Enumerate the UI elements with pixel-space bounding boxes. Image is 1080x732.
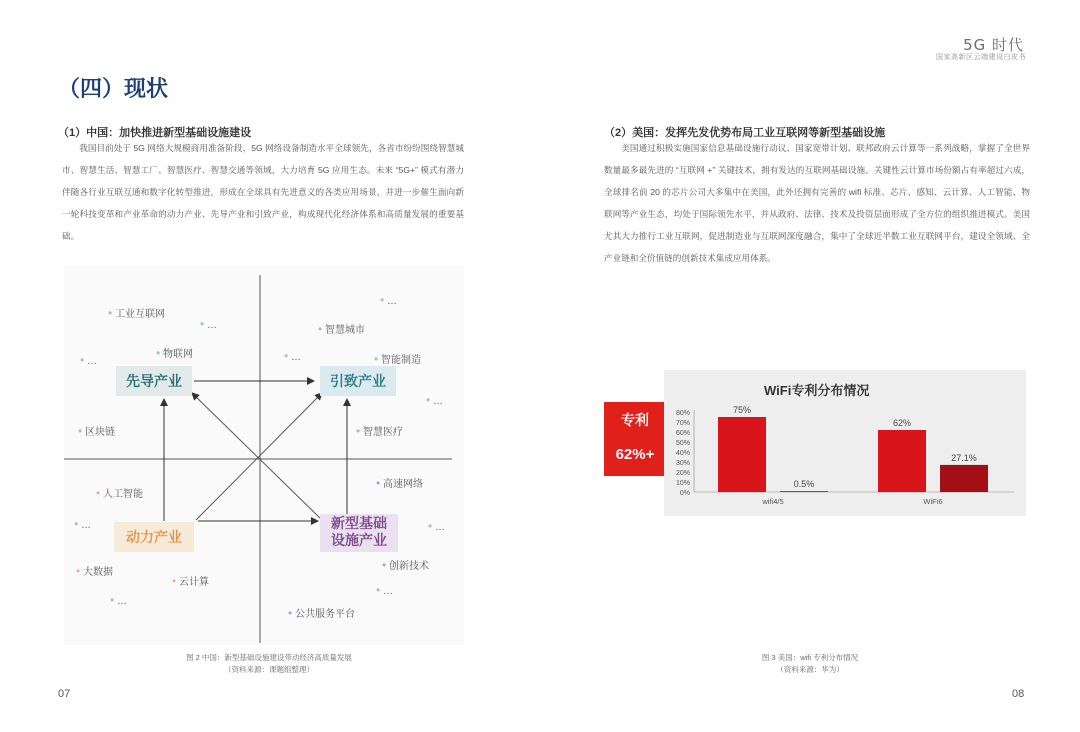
right-figure-caption bbox=[724, 652, 896, 676]
label-text: 公共服务平台 bbox=[294, 609, 355, 620]
wifi-patent-chart bbox=[664, 370, 1026, 516]
y-tick-label: 70% bbox=[675, 420, 690, 427]
label-text: 物联网 bbox=[162, 349, 193, 360]
label-text: 工业互联网 bbox=[114, 309, 165, 320]
ellipsis-label: • … bbox=[110, 593, 127, 607]
label-text: 智慧医疗 bbox=[362, 427, 403, 438]
data-label: 75% bbox=[732, 405, 752, 415]
y-tick-label: 60% bbox=[675, 430, 690, 437]
label-text: 创新技术 bbox=[388, 561, 429, 572]
label-text: 人工智能 bbox=[102, 489, 143, 500]
ellipsis-text: … bbox=[206, 320, 217, 331]
right-heading: （2）美国：发挥先发优势布局工业互联网等新型基础设施 bbox=[604, 127, 886, 139]
label-high-speed: • 高速网络 bbox=[376, 476, 423, 490]
label-blockchain: • 区块链 bbox=[78, 424, 115, 438]
caption-line: （资料来源：课题组整理） bbox=[224, 665, 314, 674]
section-title: （四）现状 bbox=[58, 76, 169, 102]
x-tick-label: wifi4/5 bbox=[762, 497, 784, 506]
bar bbox=[878, 430, 926, 492]
induced-industry-box: 引致产业 bbox=[320, 366, 396, 396]
ellipsis-text: … bbox=[80, 520, 91, 531]
label-smart-city: • 智慧城市 bbox=[318, 322, 365, 336]
label-text: 智慧城市 bbox=[324, 325, 365, 336]
ellipsis-text: … bbox=[386, 296, 397, 307]
left-figure-caption bbox=[164, 652, 374, 676]
y-tick-label: 80% bbox=[675, 410, 690, 417]
data-label: 62% bbox=[892, 418, 912, 428]
label-smart-mfg: • 智能制造 bbox=[374, 352, 421, 366]
bar bbox=[780, 491, 828, 492]
label-iot: • 物联网 bbox=[156, 346, 193, 360]
patent-label: 专利 bbox=[621, 412, 649, 428]
industry-diagram bbox=[64, 265, 464, 645]
ellipsis-label: • … bbox=[428, 519, 445, 533]
diagram-axes bbox=[64, 265, 464, 645]
ellipsis-label: • … bbox=[80, 353, 97, 367]
caption-line: 图 3 美国：wifi 专利分布情况 bbox=[761, 653, 859, 662]
ellipsis-label: • … bbox=[376, 583, 393, 597]
ellipsis-label: • … bbox=[380, 293, 397, 307]
infra-industry-box bbox=[320, 514, 398, 552]
patent-highlight bbox=[604, 402, 666, 476]
y-tick-label: 50% bbox=[675, 440, 690, 447]
page-number-right: 08 bbox=[1012, 688, 1025, 700]
ellipsis-text: … bbox=[290, 352, 301, 363]
label-industrial-internet: • 工业互联网 bbox=[108, 306, 165, 320]
left-heading: （1）中国：加快推进新型基础设施建设 bbox=[58, 127, 252, 139]
y-tick-label: 20% bbox=[675, 470, 690, 477]
caption-line: 图 2 中国：新型基础设施建设带动经济高质量发展 bbox=[186, 653, 352, 662]
ellipsis-text: … bbox=[86, 356, 97, 367]
label-big-data: • 大数据 bbox=[76, 564, 113, 578]
right-paragraph: 美国通过积极实施国家信息基础设施行动议、国家宽带计划、联邦政府云计算等一系列战略，掌握了全世界数量最多最先进的 “互联网 +” 关键技术，拥有发达的互联网基础设施。关键性云计算市场份额占有率超过六成，全球排名前 20 的芯片公司大多集中在美国，此外还拥有完善的 wifi 标准、芯片、感知、云计算、人工智能、物联网等产业生态，均处于国际领先水平，并从政府、法律、技术及投资层面形成了全方位的组织推进模式。美国尤其大力推行工业互联网，促进制造业与互联网深度融合，集中了全球近半数工业互联网平台，建设全领域、全产业链和全价值链的创新技术集成应用体系。 bbox=[604, 143, 1030, 263]
ellipsis-label: • … bbox=[200, 317, 217, 331]
infra-box-line2: 设施产业 bbox=[331, 533, 387, 549]
label-text: 云计算 bbox=[178, 577, 209, 588]
ellipsis-text: … bbox=[116, 596, 127, 607]
lead-industry-box: 先导产业 bbox=[116, 366, 192, 396]
patent-value: 62%+ bbox=[615, 446, 655, 463]
label-text: 大数据 bbox=[82, 567, 113, 578]
chart-title: WiFi专利分布情况 bbox=[764, 383, 870, 398]
label-public-service: • 公共服务平台 bbox=[288, 606, 355, 620]
label-cloud: • 云计算 bbox=[172, 574, 209, 588]
brand-subtitle: 国家高新区云端建设白皮书 bbox=[936, 54, 1026, 61]
y-tick-label: 30% bbox=[675, 460, 690, 467]
label-text: 区块链 bbox=[84, 427, 115, 438]
bar bbox=[718, 417, 766, 492]
label-innovation: • 创新技术 bbox=[382, 558, 429, 572]
bar bbox=[940, 465, 988, 492]
infra-box-line1: 新型基础 bbox=[331, 516, 387, 532]
ellipsis-label: • … bbox=[74, 517, 91, 531]
label-text: 智能制造 bbox=[380, 355, 421, 366]
y-tick-label: 0% bbox=[679, 490, 690, 497]
label-smart-medical: • 智慧医疗 bbox=[356, 424, 403, 438]
ellipsis-label: • … bbox=[284, 349, 301, 363]
data-label: 27.1% bbox=[951, 452, 977, 463]
label-text: 高速网络 bbox=[382, 479, 423, 490]
power-industry-box: 动力产业 bbox=[114, 522, 194, 552]
label-ai: • 人工智能 bbox=[96, 486, 143, 500]
data-label: 0.5% bbox=[793, 479, 815, 490]
ellipsis-label: • … bbox=[426, 393, 443, 407]
y-tick-label: 10% bbox=[675, 480, 690, 487]
ellipsis-text: … bbox=[432, 396, 443, 407]
y-tick-label: 40% bbox=[675, 450, 690, 457]
chart-svg bbox=[664, 370, 1026, 516]
ellipsis-text: … bbox=[434, 522, 445, 533]
page-number-left: 07 bbox=[58, 688, 71, 700]
left-paragraph: 我国目前处于 5G 网络大规模商用准备阶段，5G 网络设备制造水平全球领先，各省市纷纷围绕智慧城市、智慧生活、智慧工厂、智慧医疗、智慧交通等领域，大力培育 5G 应用生态。未来 “5G+” 模式有潜力伴随各行业互联互通和数字化转型推进，形成在全球具有先进意义的各类应用场景，并进一步催生面向新一轮科技变革和产业革命的动力产业、先导产业和引致产业，构成现代化经济体系和高质量发展的重要基础。 bbox=[62, 143, 464, 241]
brand-title: 5G 时代 bbox=[963, 36, 1024, 54]
ellipsis-text: … bbox=[382, 586, 393, 597]
x-tick-label: WiFi6 bbox=[923, 497, 943, 506]
caption-line: （资料来源：华为） bbox=[776, 665, 844, 674]
